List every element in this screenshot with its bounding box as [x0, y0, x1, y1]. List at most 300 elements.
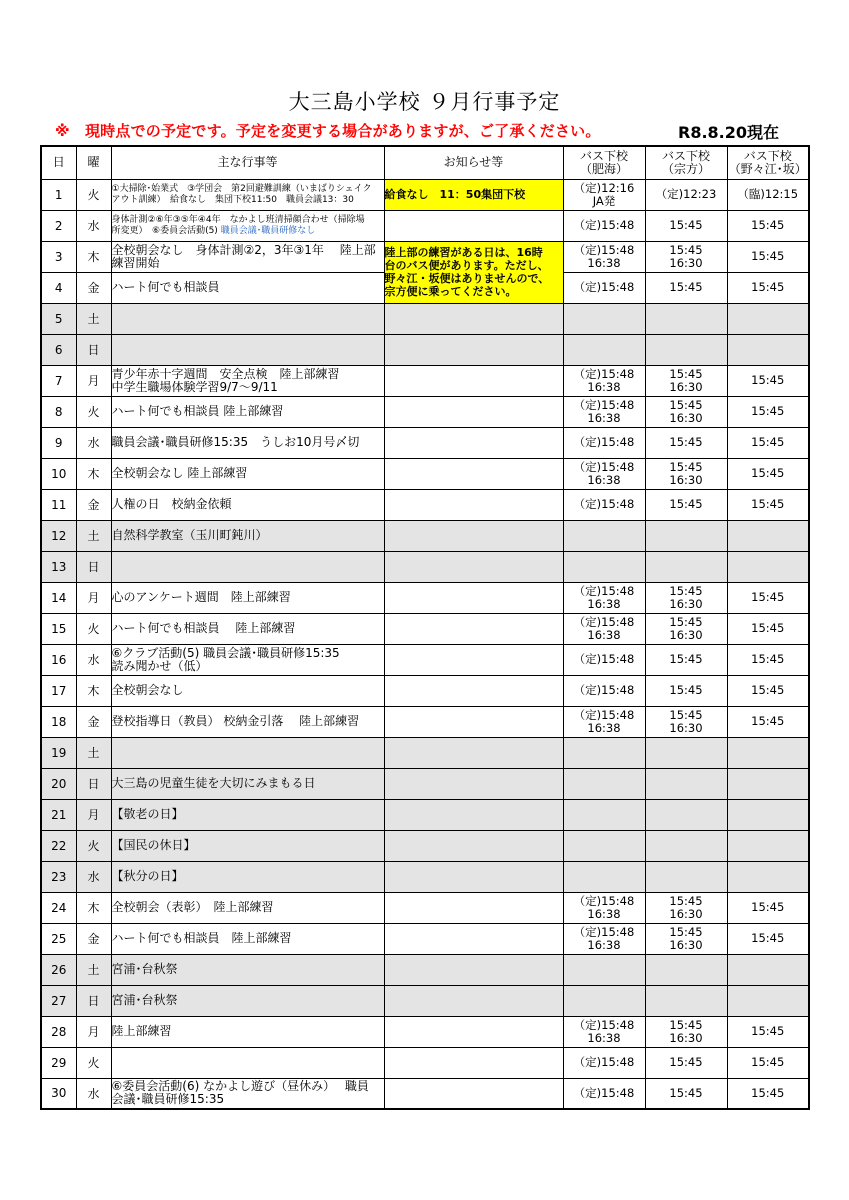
bus-munakata-cell: [645, 210, 727, 241]
header-bus-route: （野々江･坂）: [728, 161, 807, 176]
bus-nonoe-cell: [727, 582, 809, 613]
bus-nonoe-cell: [727, 706, 809, 737]
weekday: 月: [76, 799, 111, 830]
event-cell: [111, 520, 384, 551]
weekday: 日: [76, 334, 111, 365]
bus-time: （定)15:48: [573, 435, 635, 450]
event-cell: [111, 1078, 384, 1109]
schedule-row: [41, 303, 809, 334]
schedule-row: [41, 210, 809, 241]
bus-munakata-cell: [645, 861, 727, 892]
bus-nonoe-cell: [727, 241, 809, 272]
event-cell: [111, 241, 384, 272]
schedule-row: [41, 799, 809, 830]
schedule-row: [41, 737, 809, 768]
bus-nonoe-cell: [727, 644, 809, 675]
weekday: 土: [76, 520, 111, 551]
event-cell: [111, 706, 384, 737]
event-cell: [111, 365, 384, 396]
event-cell: [111, 334, 384, 365]
day-number: 13: [41, 551, 76, 582]
day-number: 7: [41, 365, 76, 396]
bus-nonoe-cell: [727, 923, 809, 954]
notice-cell: [384, 985, 563, 1016]
notice-cell: [384, 861, 563, 892]
bus-time: 15:45: [669, 435, 703, 450]
bus-nonoe-cell: [727, 799, 809, 830]
header-weekday: 曜: [76, 146, 111, 179]
bus-time: 15:45: [669, 218, 703, 233]
bus-time: 15:45: [669, 367, 703, 381]
bus-hikai-cell: [563, 1078, 645, 1109]
bus-munakata-cell: [645, 520, 727, 551]
event-line: 身体計測②⑥年③⑤年④4年 なかよし班清掃顔合わせ（掃除場: [111, 214, 365, 225]
day-number: 27: [41, 985, 76, 1016]
event-line: ハート何でも相談員 陸上部練習: [111, 621, 296, 635]
bus-munakata-cell: [645, 458, 727, 489]
event-cell: [111, 1016, 384, 1047]
day-number: 9: [41, 427, 76, 458]
event-line: 【秋分の日】: [111, 869, 184, 883]
event-line: 会議･職員研修15:35: [111, 1092, 225, 1107]
bus-time: （定)15:48: [573, 894, 635, 908]
bus-hikai-cell: [563, 1016, 645, 1047]
schedule-row: [41, 458, 809, 489]
notice-club-bus: [384, 241, 563, 303]
event-cell: [111, 272, 384, 303]
bus-time: 15:45: [751, 1024, 785, 1039]
bus-time: 15:45: [669, 243, 703, 257]
header-bus-munakata: [645, 146, 727, 179]
bus-hikai-cell: [563, 489, 645, 520]
schedule-row: [41, 613, 809, 644]
weekday: 金: [76, 923, 111, 954]
day-number: 30: [41, 1078, 76, 1109]
notice-line: 陸上部の練習がある日は、16時: [384, 246, 543, 259]
event-line: 心のアンケート週間 陸上部練習: [111, 590, 291, 604]
schedule-row: [41, 954, 809, 985]
weekday: 水: [76, 210, 111, 241]
day-number: 10: [41, 458, 76, 489]
event-line: 登校指導日（教員） 校納金引落 陸上部練習: [111, 714, 360, 728]
bus-time: （定)12:16: [573, 181, 635, 195]
header-bus-route: （宗方）: [661, 161, 710, 176]
event-cell: [111, 861, 384, 892]
bus-time: 16:30: [669, 596, 703, 611]
bus-munakata-cell: [645, 272, 727, 303]
header-bus-label: バス下校: [661, 148, 710, 163]
day-number: 29: [41, 1047, 76, 1078]
weekday: 木: [76, 892, 111, 923]
day-number: 28: [41, 1016, 76, 1047]
bus-hikai-cell: [563, 923, 645, 954]
weekday: 火: [76, 830, 111, 861]
bus-munakata-cell: [645, 737, 727, 768]
bus-munakata-cell: [645, 923, 727, 954]
bus-time: 15:45: [669, 708, 703, 722]
bus-hikai-cell: [563, 1047, 645, 1078]
bus-munakata-cell: [645, 551, 727, 582]
bus-hikai-cell: [563, 582, 645, 613]
notice-cell: [384, 737, 563, 768]
notice-cell: [384, 675, 563, 706]
schedule-row: [41, 644, 809, 675]
bus-nonoe-cell: [727, 1016, 809, 1047]
weekday: 木: [76, 675, 111, 706]
day-number: 1: [41, 179, 76, 210]
schedule-row: [41, 489, 809, 520]
bus-munakata-cell: [645, 1047, 727, 1078]
bus-time: 15:45: [669, 652, 703, 667]
weekday: 金: [76, 706, 111, 737]
schedule-row: [41, 1047, 809, 1078]
event-cell: [111, 210, 384, 241]
bus-munakata-cell: [645, 396, 727, 427]
event-cell: [111, 768, 384, 799]
schedule-body: [41, 179, 809, 1109]
bus-time: 16:38: [587, 1030, 621, 1045]
event-line: 【敬老の日】: [111, 807, 184, 821]
bus-time: 15:45: [669, 925, 703, 939]
event-line-2: [112, 226, 384, 237]
bus-time: 16:30: [669, 720, 703, 735]
event-line: 全校朝会なし: [111, 683, 184, 697]
event-line: 【国民の休日】: [111, 838, 196, 852]
bus-hikai-cell: [563, 985, 645, 1016]
day-number: 15: [41, 613, 76, 644]
bus-hikai-cell: [563, 768, 645, 799]
header-row: [41, 146, 809, 179]
weekday: 水: [76, 1078, 111, 1109]
event-line: ⑥委員会活動(6) なかよし遊び（昼休み） 職員: [111, 1079, 369, 1094]
notice-cell: [384, 365, 563, 396]
bus-hikai-cell: [563, 365, 645, 396]
bus-munakata-cell: [645, 303, 727, 334]
bus-hikai-cell: [563, 551, 645, 582]
bus-time: 15:45: [751, 931, 785, 946]
bus-time: （定)15:48: [573, 1086, 635, 1100]
notice-cell: [384, 830, 563, 861]
bus-time: 15:45: [669, 683, 703, 698]
day-number: 25: [41, 923, 76, 954]
day-number: 6: [41, 334, 76, 365]
page-title: 大三島小学校 ９月行事予定: [288, 90, 561, 114]
notice-line: 台のバス便があります。ただし、: [384, 259, 549, 272]
header-notices: お知らせ等: [384, 146, 563, 179]
day-number: 24: [41, 892, 76, 923]
weekday: 火: [76, 1047, 111, 1078]
schedule-row: [41, 923, 809, 954]
bus-munakata-cell: [645, 985, 727, 1016]
bus-nonoe-cell: [727, 458, 809, 489]
event-line: 宮浦･台秋祭: [111, 993, 178, 1007]
bus-hikai-cell: [563, 396, 645, 427]
day-number: 26: [41, 954, 76, 985]
notice-cell: [384, 768, 563, 799]
bus-hikai-cell: [563, 613, 645, 644]
bus-nonoe-cell: [727, 613, 809, 644]
weekday: 水: [76, 427, 111, 458]
notice-cell: [384, 644, 563, 675]
schedule-row: [41, 551, 809, 582]
bus-munakata-cell: [645, 768, 727, 799]
weekday: 月: [76, 582, 111, 613]
bus-time: 15:45: [751, 683, 785, 698]
weekday: 火: [76, 179, 111, 210]
event-line: 青少年赤十字週間 安全点検 陸上部練習: [111, 366, 340, 381]
event-cell: [111, 954, 384, 985]
weekday: 火: [76, 613, 111, 644]
event-line: 読み聞かせ（低）: [111, 658, 208, 673]
bus-munakata-cell: [645, 365, 727, 396]
bus-hikai-cell: [563, 675, 645, 706]
bus-time: 15:45: [751, 280, 785, 295]
bus-time: （定)12:23: [655, 187, 717, 202]
bus-time: （定)15:48: [573, 708, 635, 722]
header-bus-nonoe: [727, 146, 809, 179]
event-line: ハート何でも相談員 陸上部練習: [111, 931, 292, 945]
schedule-row: [41, 365, 809, 396]
bus-time: 15:45: [669, 1018, 703, 1032]
weekday: 水: [76, 644, 111, 675]
weekday: 土: [76, 303, 111, 334]
event-cell: [111, 892, 384, 923]
bus-nonoe-cell: [727, 489, 809, 520]
notice-cell: [384, 799, 563, 830]
bus-hikai-cell: [563, 861, 645, 892]
header-bus-hikai: [563, 146, 645, 179]
as-of-date: R8.8.20現在: [678, 123, 780, 142]
bus-time: 15:45: [669, 280, 703, 295]
event-line-2: [112, 1093, 384, 1106]
notice-no-lunch: 給食なし 11：50集団下校: [384, 179, 563, 210]
notice-cell: [384, 427, 563, 458]
bus-time: （定)15:48: [573, 1055, 635, 1070]
event-line: 人権の日 校納金依頼: [111, 497, 232, 511]
bus-munakata-cell: [645, 1016, 727, 1047]
schedule-row: [41, 427, 809, 458]
bus-time: 15:45: [751, 621, 785, 636]
bus-time: 15:45: [669, 460, 703, 474]
notice-cell: [384, 334, 563, 365]
event-cell: [111, 923, 384, 954]
event-line: 自然科学教室（玉川町鈍川）: [111, 528, 268, 542]
bus-time: （定)15:48: [573, 460, 635, 474]
bus-hikai-cell: [563, 458, 645, 489]
bus-munakata-cell: [645, 1078, 727, 1109]
event-cell: [111, 675, 384, 706]
bus-time: 16:30: [669, 627, 703, 642]
bus-time: 16:38: [587, 596, 621, 611]
notice-cell: [384, 892, 563, 923]
schedule-row: [41, 1016, 809, 1047]
header-bus-label: バス下校: [743, 148, 792, 163]
bus-munakata-cell: [645, 489, 727, 520]
notice-cell: [384, 1078, 563, 1109]
event-line: 中学生職場体験学習9/7～9/11: [111, 379, 278, 394]
event-line: ハート何でも相談員: [111, 280, 220, 294]
bus-time: 16:38: [587, 937, 621, 952]
schedule-row: [41, 396, 809, 427]
bus-time: 15:45: [751, 1086, 785, 1100]
notice-cell: [384, 303, 563, 334]
event-cell: [111, 799, 384, 830]
bus-time: 15:45: [751, 249, 785, 264]
day-number: 8: [41, 396, 76, 427]
bus-time: 16:38: [587, 472, 621, 487]
bus-hikai-cell: [563, 706, 645, 737]
bus-nonoe-cell: [727, 520, 809, 551]
bus-time: 16:38: [587, 627, 621, 642]
schedule-row: [41, 179, 809, 210]
bus-munakata-cell: [645, 830, 727, 861]
bus-hikai-cell: [563, 303, 645, 334]
event-line: 職員会議･職員研修15:35 うしお10月号〆切: [111, 435, 360, 449]
weekday: 日: [76, 551, 111, 582]
bus-time: 15:45: [751, 218, 785, 233]
event-line: 所変更） ⑥委員会活動(5): [111, 225, 218, 236]
event-line: ハート何でも相談員 陸上部練習: [111, 404, 284, 418]
bus-time: 16:30: [669, 255, 703, 270]
day-number: 2: [41, 210, 76, 241]
schedule-table: [40, 145, 810, 1110]
day-number: 12: [41, 520, 76, 551]
bus-hikai-cell: [563, 892, 645, 923]
schedule-row: [41, 830, 809, 861]
notice-cell: [384, 520, 563, 551]
bus-time: 15:45: [669, 615, 703, 629]
event-line-2: [112, 195, 384, 206]
bus-hikai-cell: [563, 644, 645, 675]
header-events: 主な行事等: [111, 146, 384, 179]
bus-nonoe-cell: [727, 768, 809, 799]
bus-munakata-cell: [645, 675, 727, 706]
event-line: 全校朝会（表彰） 陸上部練習: [111, 900, 274, 914]
bus-hikai-cell: [563, 954, 645, 985]
bus-munakata-cell: [645, 427, 727, 458]
bus-munakata-cell: [645, 892, 727, 923]
bus-time: 15:45: [751, 590, 785, 605]
event-line-2: [112, 381, 384, 394]
event-cell: [111, 985, 384, 1016]
bus-nonoe-cell: [727, 396, 809, 427]
event-cell: [111, 551, 384, 582]
day-number: 18: [41, 706, 76, 737]
bus-time: （定)15:48: [573, 584, 635, 598]
event-line: アウト訓練） 給食なし 集団下校11:50 職員会議13：30: [111, 194, 354, 205]
bus-time: 15:45: [669, 1055, 703, 1070]
bus-time: 16:30: [669, 410, 703, 425]
schedule-row: [41, 582, 809, 613]
notice-cell: [384, 954, 563, 985]
schedule-row: [41, 706, 809, 737]
event-cell: [111, 1047, 384, 1078]
event-cell: [111, 613, 384, 644]
bus-munakata-cell: [645, 241, 727, 272]
weekday: 火: [76, 396, 111, 427]
bus-time: 15:45: [751, 435, 785, 450]
bus-time: 15:45: [751, 497, 785, 512]
bus-time: （定)15:48: [573, 497, 635, 512]
event-cell: [111, 737, 384, 768]
bus-nonoe-cell: [727, 892, 809, 923]
bus-munakata-cell: [645, 179, 727, 210]
event-cell: [111, 458, 384, 489]
event-line: 練習開始: [111, 255, 160, 270]
bus-time: 15:45: [751, 404, 785, 419]
bus-time: （定)15:48: [573, 367, 635, 381]
event-line: 全校朝会なし 陸上部練習: [111, 466, 248, 480]
bus-hikai-cell: [563, 179, 645, 210]
bus-hikai-cell: [563, 272, 645, 303]
weekday: 月: [76, 365, 111, 396]
bus-nonoe-cell: [727, 551, 809, 582]
notice-cell: [384, 210, 563, 241]
bus-time: （定)15:48: [573, 615, 635, 629]
bus-time: 15:45: [669, 584, 703, 598]
bus-time: 16:38: [587, 906, 621, 921]
weekday: 日: [76, 768, 111, 799]
event-line: 大三島の児童生徒を大切にみまもる日: [111, 776, 316, 790]
notice-cell: [384, 582, 563, 613]
bus-hikai-cell: [563, 427, 645, 458]
bus-nonoe-cell: [727, 985, 809, 1016]
event-line-2: [112, 660, 384, 673]
bus-munakata-cell: [645, 613, 727, 644]
event-line: 全校朝会なし 身体計測②2，3年③1年 陸上部: [111, 242, 376, 257]
bus-time: 16:30: [669, 379, 703, 394]
day-number: 22: [41, 830, 76, 861]
event-cell: [111, 644, 384, 675]
day-number: 17: [41, 675, 76, 706]
bus-munakata-cell: [645, 954, 727, 985]
day-number: 5: [41, 303, 76, 334]
day-number: 23: [41, 861, 76, 892]
event-line: ①大掃除･始業式 ③学団会 第2回避難訓練（いまばりシェイク: [111, 183, 372, 194]
day-number: 16: [41, 644, 76, 675]
bus-time: （定)15:48: [573, 925, 635, 939]
notice-line: 野々江・坂便はありませんので、: [384, 272, 550, 285]
weekday: 金: [76, 272, 111, 303]
bus-hikai-cell: [563, 737, 645, 768]
event-line: 陸上部練習: [111, 1024, 172, 1038]
bus-time: 15:45: [751, 714, 785, 729]
bus-time: （定)15:48: [573, 243, 635, 257]
bus-time: 15:45: [751, 1055, 785, 1070]
bus-time: 15:45: [669, 398, 703, 412]
bus-time: （定)15:48: [573, 398, 635, 412]
header-bus-route: （肥海）: [579, 161, 628, 176]
bus-time: 16:38: [587, 379, 621, 394]
bus-nonoe-cell: [727, 427, 809, 458]
bus-time: 15:45: [669, 497, 703, 512]
schedule-row: [41, 675, 809, 706]
bus-time: 16:30: [669, 906, 703, 921]
notice-cell: [384, 923, 563, 954]
bus-hikai-cell: [563, 334, 645, 365]
header-bus-label: バス下校: [579, 148, 628, 163]
bus-nonoe-cell: [727, 1078, 809, 1109]
bus-nonoe-cell: [727, 303, 809, 334]
notice-cell: [384, 458, 563, 489]
notice-cell: [384, 706, 563, 737]
bus-time: （定)15:48: [573, 218, 635, 233]
weekday: 水: [76, 861, 111, 892]
bus-time: 16:30: [669, 937, 703, 952]
event-cell: [111, 582, 384, 613]
bus-time: 15:45: [751, 900, 785, 915]
event-line: ⑥クラブ活動(5) 職員会議･職員研修15:35: [111, 645, 340, 660]
